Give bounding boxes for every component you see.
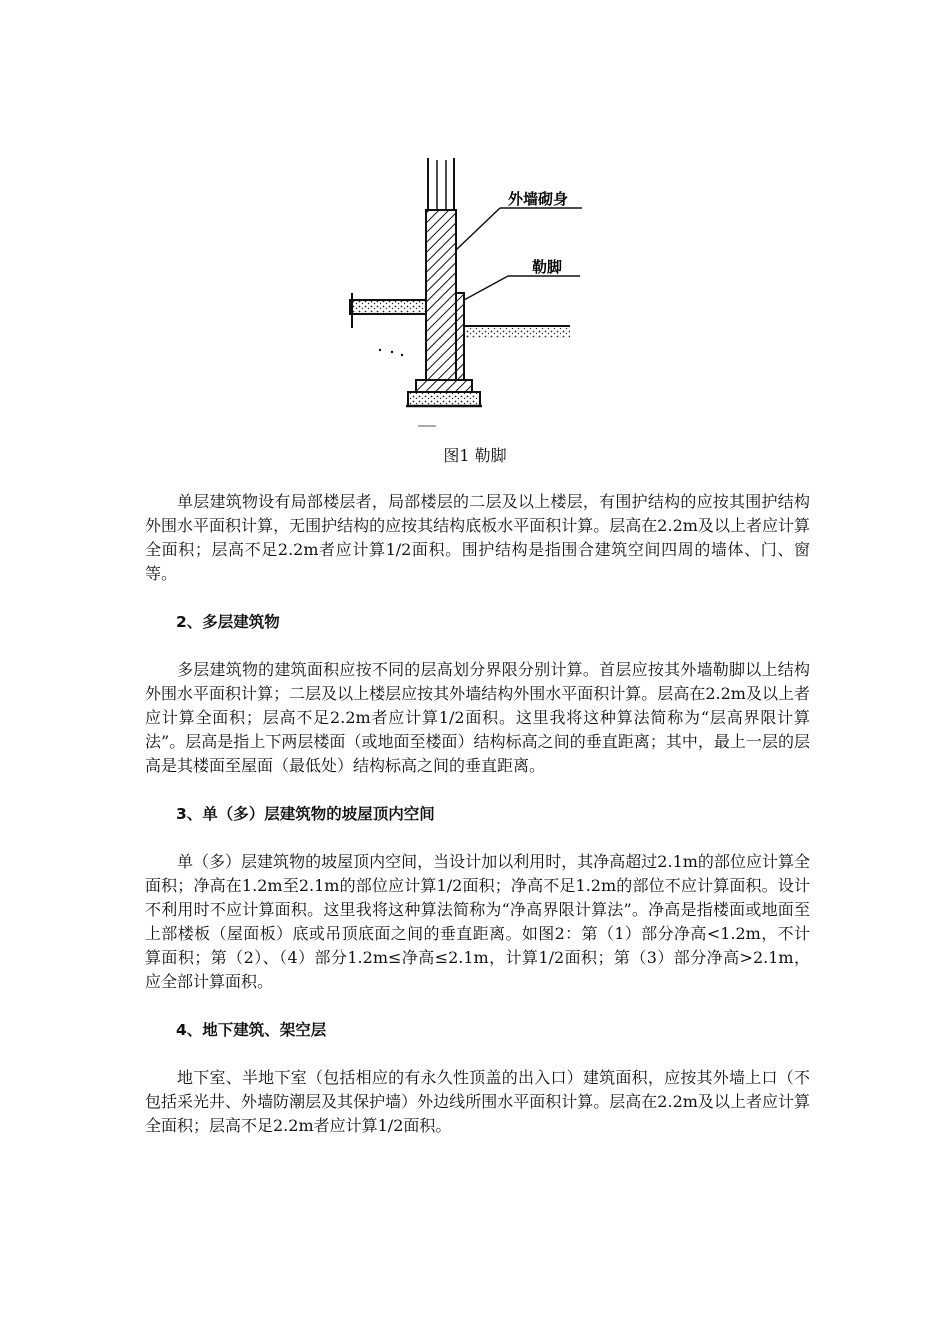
plinth-figure [340,150,610,435]
document-body [145,490,810,1162]
paragraph-underground: 地下室、半地下室（包括相应的有永久性顶盖的出入口）建筑面积，应按其外墙上口（不包括采光井、外墙防潮层及其保护墙）外边线所围水平面积计算。层高在2.2m及以上者应计算全面积；层高不足2.2m者应计算1/2面积。 [145,1068,810,1135]
paragraph-sloped-roof: 单（多）层建筑物的坡屋顶内空间，当设计加以利用时，其净高超过2.1m的部位应计算全面积；净高在1.2m至2.1m的部位应计算1/2面积；净高不足1.2m的部位不应计算面积。设计不利用时不应计算面积。这里我将这种算法简称为“净高界限计算法”。净高是指楼面或地面至上部楼板（屋面板）底或吊顶底面之间的垂直距离。如图2：第（1）部分净高<1.2m，不计算面积；第（2）、（4）部分1.2m≤净高≤2.1m，计算1/2面积；第（3）部分净高>2.1m，应全部计算面积。 [145,852,810,991]
label-plinth: 勒脚 [532,258,563,276]
paragraph-multi-storey: 多层建筑物的建筑面积应按不同的层高划分界限分别计算。首层应按其外墙勒脚以上结构外围水平面积计算；二层及以上楼层应按其外墙结构外围水平面积计算。层高在2.2m及以上者应计算全面积；层高不足2.2m者应计算1/2面积。这里我将这种算法简称为“层高界限计算法”。层高是指上下两层楼面（或地面至楼面）结构标高之间的垂直距离；其中，最上一层的层高是其楼面至屋面（最低处）结构标高之间的垂直距离。 [145,660,810,775]
plinth-drawing [340,150,610,435]
label-wall: 外墙砌身 [508,190,569,208]
figure-caption: 图1 勒脚 [443,446,507,465]
paragraph-single-storey: 单层建筑物设有局部楼层者，局部楼层的二层及以上楼层，有围护结构的应按其围护结构外围水平面积计算，无围护结构的应按其结构底板水平面积计算。层高在2.2m及以上者应计算全面积；层高不足2.2m者应计算1/2面积。围护结构是指围合建筑空间四周的墙体、门、窗等。 [145,492,810,583]
heading-sloped-roof: 3、单（多）层建筑物的坡屋顶内空间 [176,805,435,823]
heading-multi-storey: 2、多层建筑物 [176,613,280,631]
heading-underground: 4、地下建筑、架空层 [176,1021,327,1039]
